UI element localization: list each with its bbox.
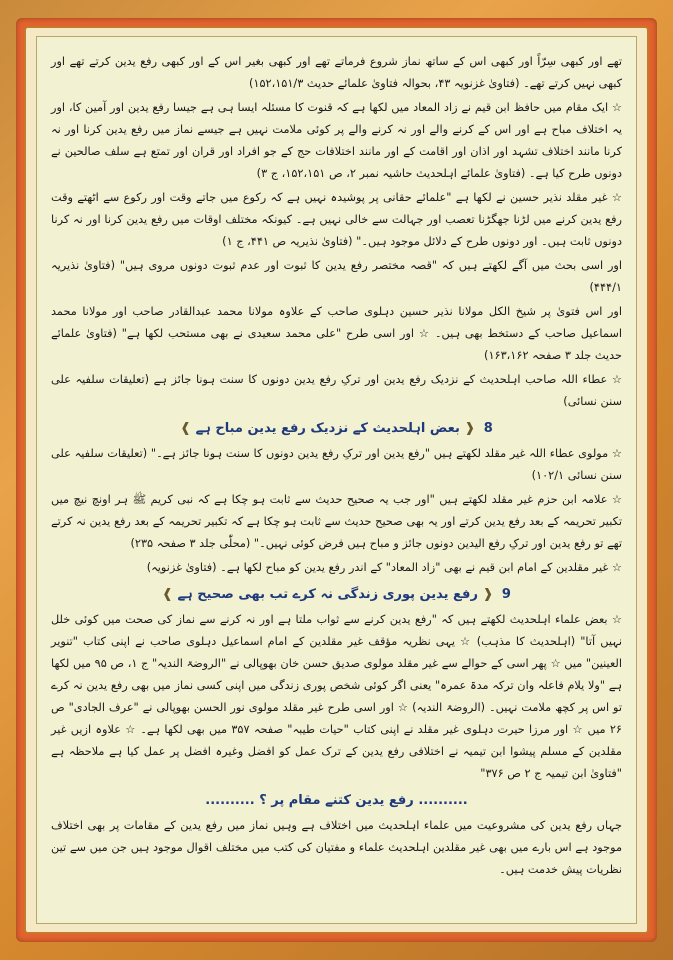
- paragraph-intro-4: اور اسی بحث میں آگے لکھتے ہیں کہ "قصہ مختصر رفع یدین کا ثبوت اور عدم ثبوت دونوں مروی ہیں" (فتاویٰ نذیریہ ۴۴۴/۱): [51, 259, 622, 294]
- section-8-paragraph-3: ☆ غیر مقلدین کے امام ابن قیم نے بھی "زاد المعاد" کے اندر رفع یدین کو مباح لکھا ہے۔ (فتاویٰ غزنویہ): [146, 561, 622, 574]
- section-8-paragraph-1: ☆ مولوی عطاء اللہ غیر مقلد لکھتے ہیں "رفع یدین اور ترکِ رفع یدین دونوں کا سنت ہونا جائز ہے۔" (تعلیقات سلفیہ علی سنن نسائی ۱۰۲/۱): [51, 447, 622, 482]
- section-9-heading: [152, 586, 521, 603]
- ornament-icon: ❱: [180, 421, 192, 436]
- paragraph-intro-3: ☆ غیر مقلد نذیر حسین نے لکھا ہے "علمائے حقانی پر پوشیدہ نہیں ہے کہ رکوع میں جاتے وقت اور رکوع سے اٹھتے وقت رفع یدین کرنے میں لڑنا جھگڑنا تعصب اور جہالت سے خالی نہیں ہے۔ کیونکہ مختلف اوقات میں رفع یدین کرنا اور نہ کرنا دونوں ثابت ہیں۔ اور دونوں طرح کے دلائل موجود ہیں۔" (فتاویٰ نذیریہ ص ۴۴۱، ج ۱): [51, 191, 622, 248]
- document-page: [36, 36, 637, 924]
- section-8-title: بعض اہلحدیث کے نزدیک رفع یدین مباح ہے: [195, 421, 460, 436]
- section-10-heading: [195, 792, 477, 809]
- ornament-icon: ❰: [482, 587, 494, 602]
- section-8-heading: [170, 420, 503, 437]
- paragraph-intro-6: ☆ عطاء اللہ صاحب اہلحدیث کے نزدیک رفع یدین اور ترکِ رفع یدین دونوں کا سنت ہونا جائز ہے (تعلیقات سلفیہ علی سنن نسائی): [51, 373, 622, 408]
- section-10-title: رفع یدین کتنے مقام پر ؟: [259, 793, 414, 808]
- section-9-number: 9: [501, 587, 511, 602]
- ornament-icon: ❱: [162, 587, 173, 602]
- section-10-heading-wrap: [51, 789, 622, 809]
- ornament-icon: ❰: [464, 421, 476, 436]
- section-9-heading-wrap: [51, 583, 622, 603]
- section-8-heading-wrap: [51, 417, 622, 437]
- section-10-paragraph-1: جہاں رفع یدین کی مشروعیت میں علماء اہلحدیث میں اختلاف ہے وہیں نماز میں رفع یدین کے مقامات پر بھی اختلاف موجود ہے اس بارے میں بھی غیر مقلدین اہلحدیث علماء و مفتیان کی کتب میں مختلف اقوال موجود ہیں جن میں سے تین نظریات پیش خدمت ہیں۔: [51, 819, 622, 876]
- paragraph-intro-1: تھے اور کبھی سِرّاً اور کبھی اس کے ساتھ نماز شروع فرماتے تھے اور کبھی بغیر اس کے اور کبھی رفع یدین کرتے تھے اور کبھی نہیں کرتے تھے۔ (فتاویٰ غزنویہ ۴۳، بحوالہ فتاویٰ علمائے حدیث ۱۵۲،۱۵۱/۳): [51, 55, 622, 90]
- section-8-paragraph-2: ☆ علامہ ابن حزم غیر مقلد لکھتے ہیں "اور جب یہ صحیح حدیث سے ثابت ہو چکا ہے کہ نبی کریم ﷺ ہر اونچ نیچ میں تکبیر تحریمہ کے بعد رفع یدین کرتے اور یہ بھی صحیح حدیث سے ثابت ہو چکا ہے کہ تکبیر تحریمہ کے بعد رفع یدین نہ کرتے تھے تو رفع یدین اور ترکِ رفع الیدین دونوں جائز و مباح ہیں فرض کوئی نہیں۔" (محلّٰی جلد ۳ صفحہ ۲۳۵): [51, 493, 622, 550]
- paragraph-intro-5: اور اس فتویٰ پر شیخ الکل مولانا نذیر حسین دہلوی صاحب کے علاوہ مولانا محمد عبدالقادر صاحب اور مولانا محمد اسماعیل صاحب کے دستخط بھی ہیں۔ ☆ اور اسی طرح "علی محمد سعیدی نے بھی مستحب لکھا ہے" (فتاویٰ علمائے حدیث جلد ۳ صفحہ ۱۶۳،۱۶۲): [51, 305, 622, 362]
- section-9-title: رفع یدین پوری زندگی نہ کرے تب بھی صحیح ہے: [177, 587, 478, 602]
- section-8-number: 8: [483, 421, 493, 436]
- dots-left: ..........: [205, 793, 255, 808]
- paragraph-intro-2: ☆ ایک مقام میں حافظ ابن قیم نے زاد المعاد میں لکھا ہے کہ قنوت کا مسئلہ ایسا ہی ہے جیسا رفع یدین اور آمین کا، اور یہ اختلاف مباح ہے اور اس کے کرنے والے اور نہ کرنے والے پر کوئی ملامت نہیں ہے جیسے نماز میں رفع یدین کرنا اور نہ کرنا مانند اختلاف تشہد اور اذان اور اقامت کے اور مانند اختلافات حج کے جو افراد اور قران اور تمتع ہے سلف صالحین نے دونوں طرح کیا ہے۔ (فتاویٰ علمائے اہلحدیث حاشیہ نمبر ۲، ص ۱۵۲،۱۵۱، ج ۳): [51, 101, 622, 180]
- section-9-paragraph-1: ☆ بعض علماء اہلحدیث لکھتے ہیں کہ "رفع یدین کرنے سے ثواب ملتا ہے اور نہ کرنے سے نماز کی صحت میں کوئی خلل نہیں آتا" (اہلحدیث کا مذہب) ☆ یہی نظریہ مؤقف غیر مقلدین کے امام اسماعیل دہلوی صاحب نے اپنی کتاب "تنویر العینین" میں ☆ پھر اسی کے حوالے سے غیر مقلد مولوی صدیق حسن خان بھوپالی نے "الروضۃ الندیہ" ج ۱، ص ۹۵ میں لکھا ہے "ولا یلام فاعلہ وان ترکہ مدۃ عمرہ" یعنی اگر کوئی شخص پوری زندگی میں اپنی کسی نماز میں بھی رفع یدین نہ کرے تو اس پر کچھ ملامت نہیں۔ (الروضۃ الندیہ) ☆ اور اسی طرح غیر مقلد مولوی نور الحسن بھوپالی نے "عرف الجادی" ص ۲۶ میں ☆ اور مرزا حیرت دہلوی غیر مقلد نے اپنی کتاب "حیات طیبہ" صفحہ ۳۵۷ میں بھی لکھا ہے۔ ☆ علاوہ ازیں غیر مقلدین کے مسلم پیشوا ابن تیمیہ نے اختلافی رفع یدین کے ترک عمل کو افضل وغیرہ افضل پر عمل کیا ہے ملاحظہ ہے "فتاویٰ ابن تیمیہ ج ۲ ص ۳۷۶": [51, 613, 622, 780]
- dots-right: ..........: [418, 793, 468, 808]
